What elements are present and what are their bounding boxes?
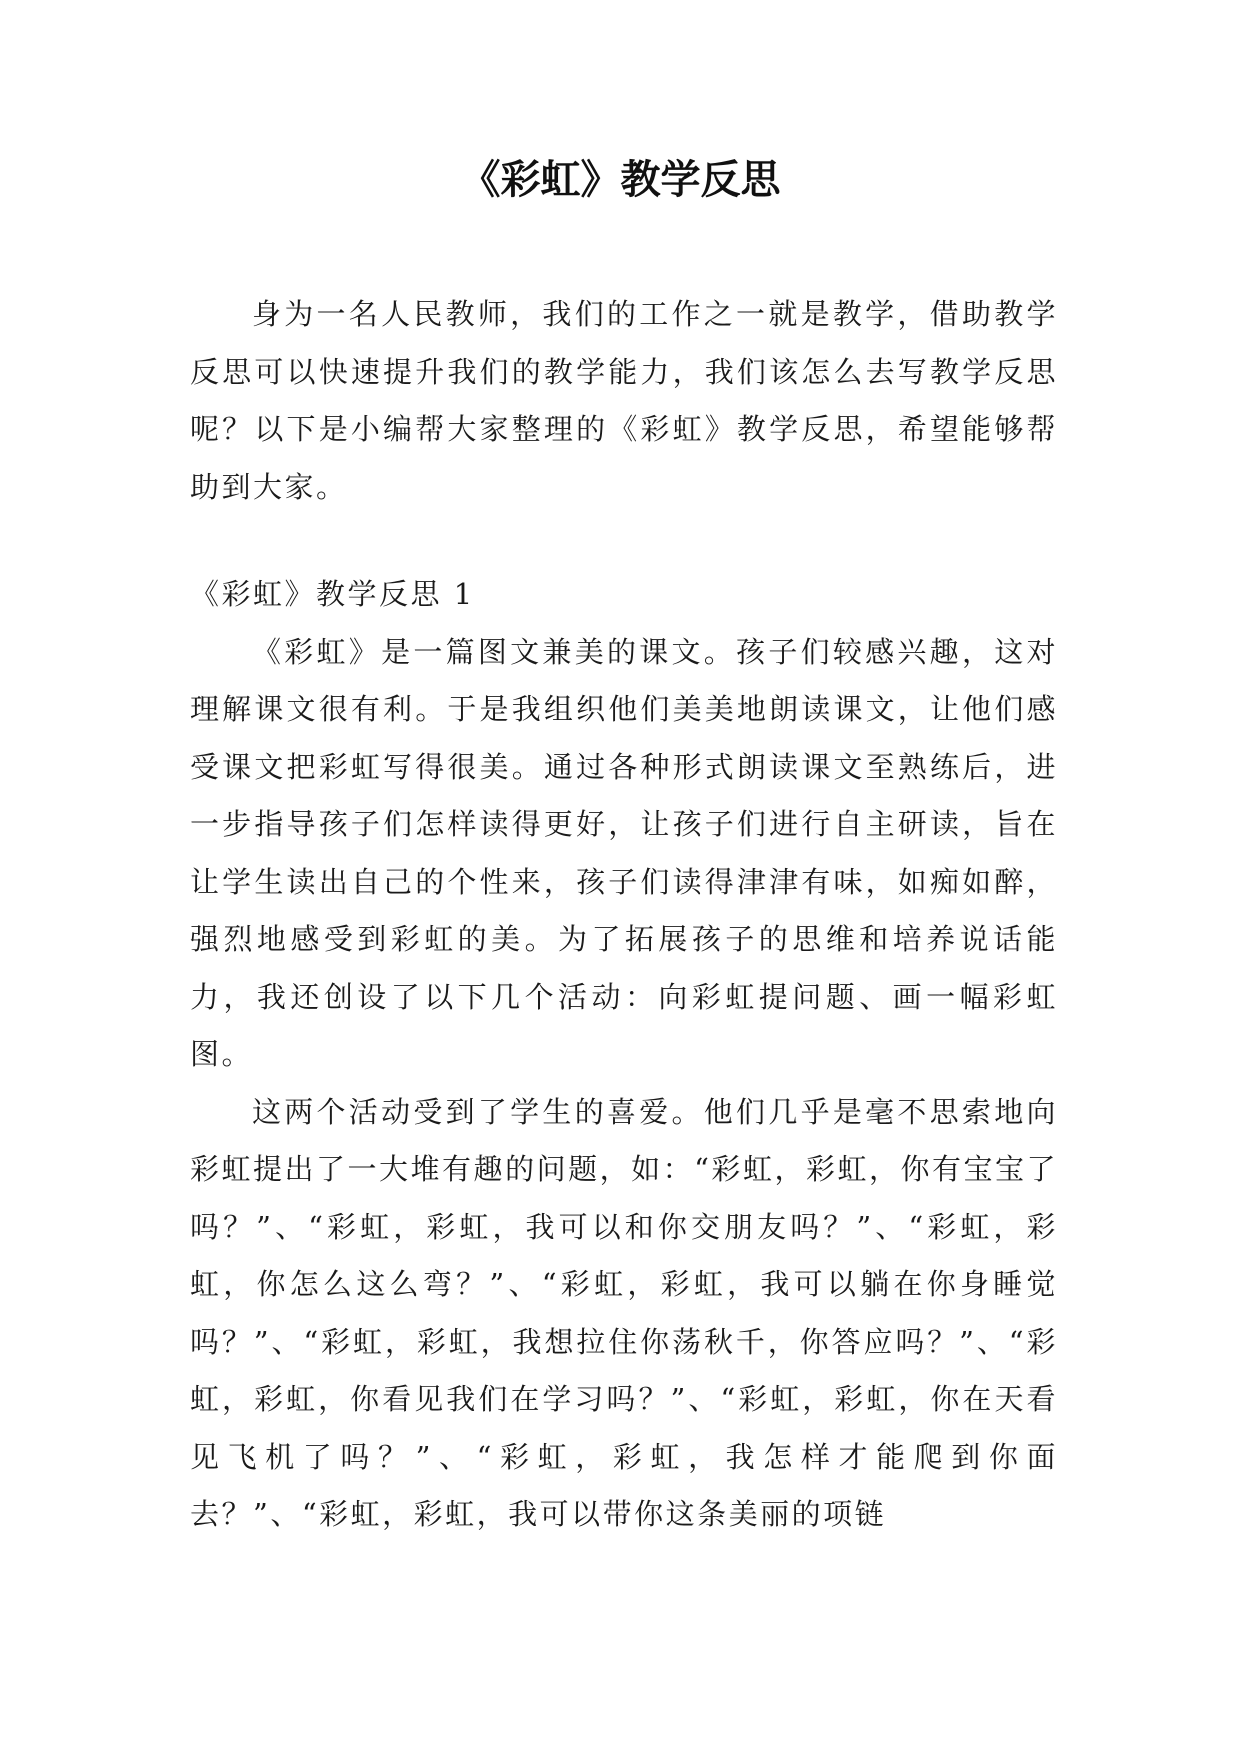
section-paragraph-2: 这两个活动受到了学生的喜爱。他们几乎是毫不思索地向彩虹提出了一大堆有趣的问题，如：“彩虹，彩虹，你有宝宝了吗？”、“彩虹，彩虹，我可以和你交朋友吗？”、“彩虹，彩虹，你怎么这么弯？”、“彩虹，彩虹，我可以躺在你身睡觉吗？”、“彩虹，彩虹，我想拉住你荡秋千，你答应吗？”、“彩虹，彩虹，你看见我们在学习吗？”、“彩虹，彩虹，你在天看见飞机了吗？”、“彩虹，彩虹，我怎样才能爬到你面去？”、“彩虹，彩虹，我可以带你这条美丽的项链 [190, 1094, 1058, 1531]
section-1 [190, 566, 1058, 1544]
intro-paragraph: 身为一名人民教师，我们的工作之一就是教学，借助教学反思可以快速提升我们的教学能力，我们该怎么去写教学反思呢？以下是小编帮大家整理的《彩虹》教学反思，希望能够帮助到大家。 [190, 297, 1058, 504]
section-paragraph-1: 《彩虹》是一篇图文兼美的课文。孩子们较感兴趣，这对理解课文很有利。于是我组织他们美美地朗读课文，让他们感受课文把彩虹写得很美。通过各种形式朗读课文至熟练后，进一步指导孩子们怎样读得更好，让孩子们进行自主研读，旨在让学生读出自己的个性来，孩子们读得津津有味，如痴如醉，强烈地感受到彩虹的美。为了拓展孩子的思维和培养说话能力，我还创设了以下几个活动：向彩虹提问题、画一幅彩虹图。 [190, 634, 1058, 1071]
page-title: 《彩虹》教学反思 [460, 156, 781, 203]
section-heading: 《彩虹》教学反思 1 [190, 577, 475, 611]
document-body [190, 286, 1058, 1544]
